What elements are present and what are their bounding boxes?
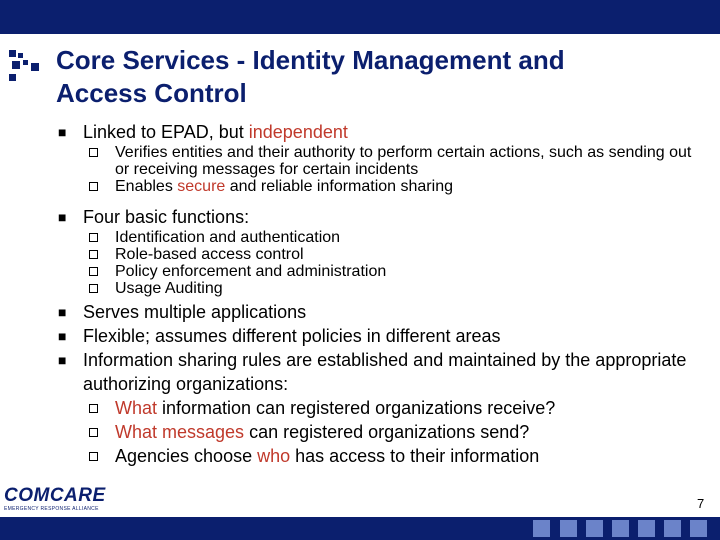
top-bar — [0, 0, 720, 34]
bullet-linked-epad: ■ Linked to EPAD, but independent — [58, 122, 348, 142]
sub-bullet-function-4: Usage Auditing — [56, 280, 696, 297]
checkbox-bullet-icon — [89, 452, 98, 461]
sub-bullet-what-messages: What messages can registered organizations send? — [56, 420, 696, 444]
square-bullet-icon: ■ — [58, 124, 67, 140]
decorative-square-icon — [560, 520, 577, 537]
sub-bullet-function-2: Role-based access control — [56, 246, 696, 263]
checkbox-bullet-icon — [89, 284, 98, 293]
checkbox-bullet-icon — [89, 148, 98, 157]
decorative-square-icon — [664, 520, 681, 537]
comcare-logo — [4, 486, 104, 514]
checkbox-bullet-icon — [89, 267, 98, 276]
decorative-square-icon — [690, 520, 707, 537]
logo-tagline: EMERGENCY RESPONSE ALLIANCE — [4, 506, 99, 512]
sub-bullet-verifies: Verifies entities and their authority to perform certain actions, such as sending out or receiving messages for certain incidents — [56, 144, 696, 178]
square-bullet-icon: ■ — [58, 352, 67, 368]
decorative-square-icon — [586, 520, 603, 537]
slide-content — [56, 120, 696, 468]
bullet-sharing-rules: ■ Information sharing rules are established and maintained by the appropriate authorizing organizations: — [58, 350, 687, 394]
bullet-flexible: ■ Flexible; assumes different policies in different areas — [58, 326, 501, 346]
square-bullet-icon: ■ — [58, 328, 67, 344]
logo-name: COMCARE — [4, 485, 106, 506]
bullet-four-functions: ■ Four basic functions: — [58, 207, 250, 227]
checkbox-bullet-icon — [89, 428, 98, 437]
decorative-square-icon — [638, 520, 655, 537]
page-number: 7 — [697, 496, 705, 511]
checkbox-bullet-icon — [89, 404, 98, 413]
sub-bullet-agencies-choose: Agencies choose who has access to their information — [56, 444, 696, 468]
sub-bullet-what-information: What information can registered organizations receive? — [56, 396, 696, 420]
checkbox-bullet-icon — [89, 182, 98, 191]
sub-bullet-function-3: Policy enforcement and administration — [56, 263, 696, 280]
sub-bullet-function-1: Identification and authentication — [56, 229, 696, 246]
decorative-square-icon — [533, 520, 550, 537]
checkbox-bullet-icon — [89, 250, 98, 259]
slide-title — [56, 44, 696, 110]
title-line-1: Core Services - Identity Management and — [56, 45, 565, 75]
checkbox-bullet-icon — [89, 233, 98, 242]
square-bullet-icon: ■ — [58, 209, 67, 225]
title-line-2: Access Control — [56, 78, 247, 108]
decorative-square-icon — [612, 520, 629, 537]
bullet-serves-applications: ■ Serves multiple applications — [58, 302, 307, 322]
sub-bullet-secure: Enables secure and reliable information sharing — [56, 178, 696, 195]
square-bullet-icon: ■ — [58, 304, 67, 320]
decorative-squares-icon — [9, 50, 43, 84]
